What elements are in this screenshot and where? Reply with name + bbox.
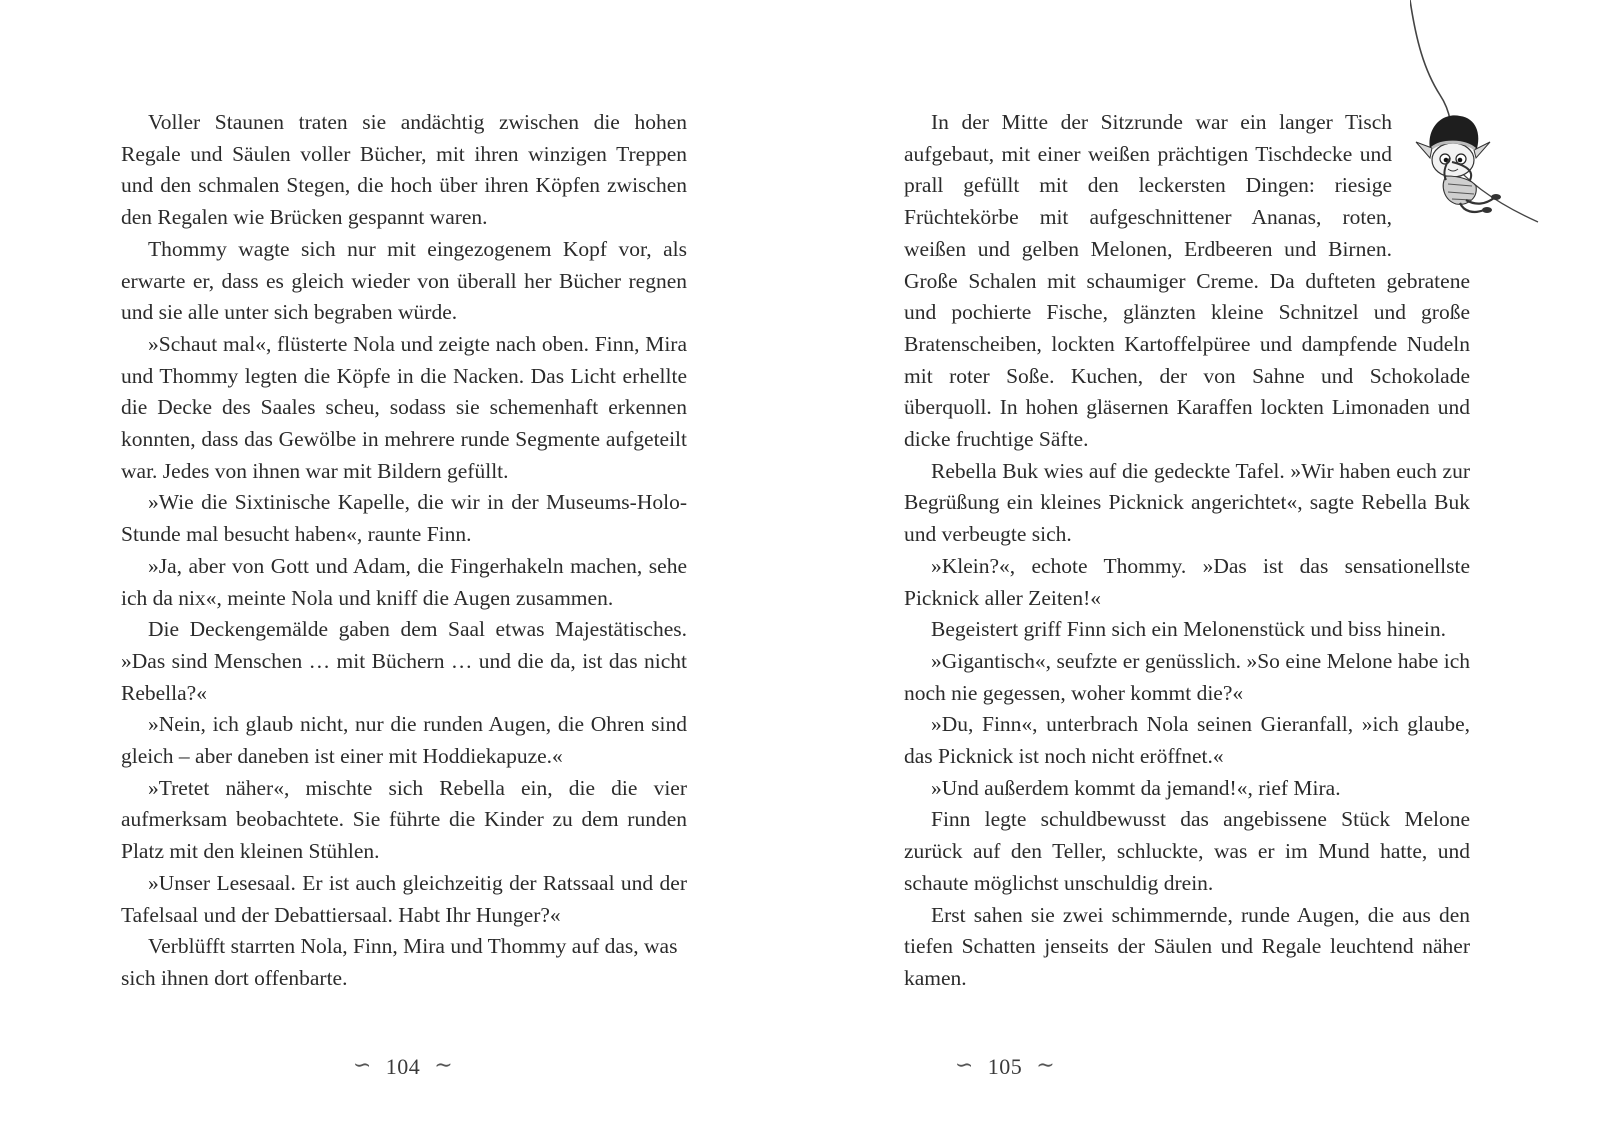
- paragraph: Verblüfft starrten Nola, Finn, Mira und Thommy auf das, was sich ihnen dort offenbarte.: [121, 934, 678, 990]
- page-number-left: [303, 1054, 503, 1080]
- paragraph: Begeistert griff Finn sich ein Melonenstück und biss hinein.: [931, 617, 1446, 642]
- paragraph: »Schaut mal«, flüsterte Nola und zeigte nach oben. Finn, Mira und Thommy legten die Köpfe in die Nacken. Das Licht erhellte die Decke des Saales scheu, sodass sie schemenhaft erkennen konnten, dass das Gewölbe in mehrere runde Segmente aufgeteilt war. Jedes von ihnen war mit Bildern gefüllt.: [121, 331, 687, 483]
- paragraph: »Tretet näher«, mischte sich Rebella ein, die die vier aufmerksam beobachtete. Sie führte die Kinder zu dem runden Platz mit den kleinen Stühlen.: [121, 775, 687, 864]
- right-page-text: [904, 107, 1470, 995]
- paragraph: Erst sahen sie zwei schimmernde, runde Augen, die aus den tiefen Schatten jenseits der Säulen und Regale leuchtend näher kamen.: [904, 902, 1470, 990]
- paragraph: »Du, Finn«, unterbrach Nola seinen Gieranfall, »ich glaube, das Picknick ist noch nicht eröffnet.«: [904, 712, 1470, 769]
- paragraph: Voller Staunen traten sie andächtig zwischen die hohen Regale und Säulen voller Bücher, mit ihren winzigen Treppen und den schmalen Stegen, die hoch über ihren Köpfen zwischen den Regalen wie Brücken gespannt waren.: [121, 110, 687, 230]
- folio-ornament: ∽: [954, 1052, 974, 1077]
- paragraph: »Wie die Sixtinische Kapelle, die wir in der Museums-Holo-Stunde mal besucht haben«, raunte Finn.: [121, 490, 687, 547]
- left-page-text: [121, 107, 687, 995]
- paragraph: »Klein?«, echote Thommy. »Das ist das sensationellste Picknick aller Zeiten!«: [904, 553, 1470, 610]
- paragraph: »Und außerdem kommt da jemand!«, rief Mira.: [931, 775, 1341, 800]
- paragraph: Finn legte schuldbewusst das angebissene Stück Melone zurück auf den Teller, schluckte, was er im Mund hatte, und schaute möglichst unschuldig drein.: [904, 807, 1470, 895]
- folio-ornament: ∼: [434, 1052, 454, 1077]
- child-hanging-on-rope-illustration: [1410, 0, 1550, 230]
- folio-ornament: ∼: [1036, 1052, 1056, 1077]
- paragraph: »Nein, ich glaub nicht, nur die runden Augen, die Ohren sind gleich – aber daneben ist einer mit Hoddiekapuze.«: [121, 712, 687, 769]
- page-number: 105: [987, 1054, 1023, 1079]
- paragraph: In der Mitte der Sitzrunde war ein langer Tisch aufgebaut, mit einer weißen prächtigen Tischdecke und prall gefüllt mit den leckersten Dingen: riesige Früchtekörbe mit aufgeschnittener Ananas, roten, weißen und gelben Melonen, Erdbeeren und Birnen. Große Schalen mit schaumiger Creme. Da dufteten gebratene und pochierte Fische, glänzten kleine Schnitzel und große Bratenscheiben, lockten Kartoffelpüree und dampfende Nudeln mit roter Soße. Kuchen, der von Sahne und Schokolade überquoll. In hohen gläsernen Karaffen lockten Limonaden und dicke fruchtige Säfte.: [904, 110, 1470, 452]
- paragraph: Rebella Buk wies auf die gedeckte Tafel. »Wir haben euch zur Begrüßung ein kleines Picknick angerichtet«, sagte Rebella Buk und verbeugte sich.: [904, 458, 1470, 547]
- paragraph: »Ja, aber von Gott und Adam, die Fingerhakeln machen, sehe ich da nix«, meinte Nola und kniff die Augen zusammen.: [121, 553, 687, 610]
- page-number: 104: [385, 1054, 421, 1079]
- paragraph: »Unser Lesesaal. Er ist auch gleichzeitig der Ratssaal und der Tafelsaal und der Debattiersaal. Habt Ihr Hunger?«: [121, 870, 687, 927]
- page-number-right: [905, 1054, 1105, 1080]
- paragraph: Die Deckengemälde gaben dem Saal etwas Majestätisches. »Das sind Menschen … mit Büchern … und die da, ist das nicht Rebella?«: [121, 617, 687, 705]
- folio-ornament: ∽: [352, 1052, 372, 1077]
- paragraph: Thommy wagte sich nur mit eingezogenem Kopf vor, als erwarte er, dass es gleich wieder von überall her Bücher regnen und sie alle unter sich begraben würde.: [121, 236, 687, 325]
- paragraph: »Gigantisch«, seufzte er genüsslich. »So eine Melone habe ich noch nie gegessen, woher kommt die?«: [904, 648, 1470, 705]
